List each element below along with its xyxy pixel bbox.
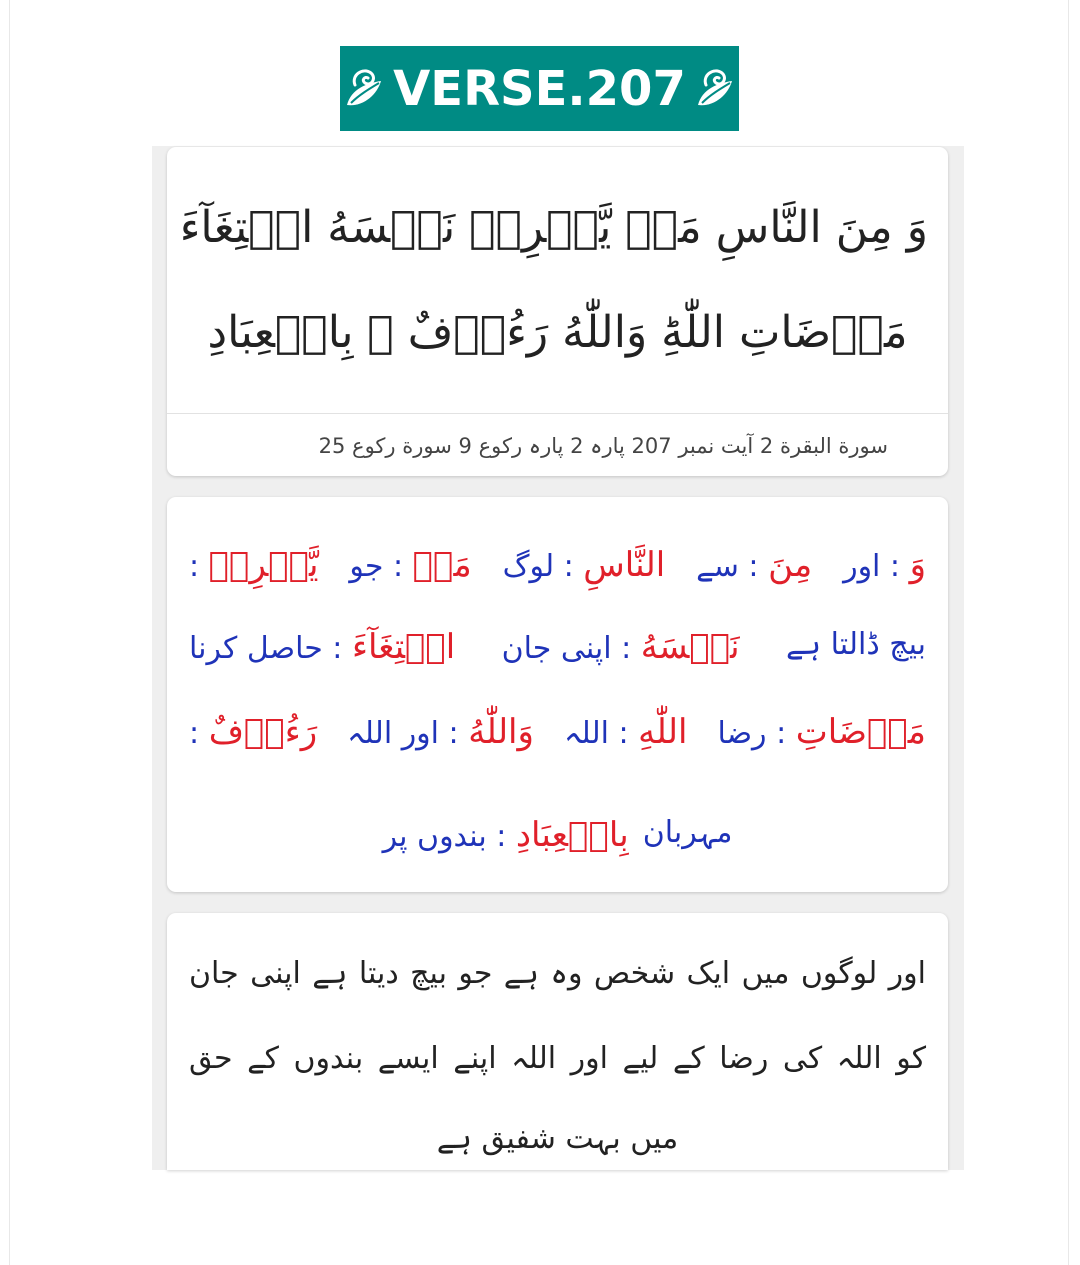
translation-line-3: میں بہت شفیق ہے bbox=[436, 1121, 679, 1156]
frame-left-border bbox=[9, 0, 10, 1265]
word-meaning-line-3 bbox=[189, 712, 926, 752]
arabic-word: بِالۡعِبَادِ bbox=[515, 815, 629, 855]
word-meaning-line-1 bbox=[189, 545, 926, 585]
leaf-swirl-icon bbox=[341, 59, 387, 119]
urdu-meaning: : bbox=[189, 549, 200, 584]
word-meaning-line-2 bbox=[189, 627, 926, 667]
word-pair bbox=[717, 712, 926, 752]
urdu-meaning: مہربان bbox=[642, 815, 733, 850]
urdu-meaning: : بندوں پر bbox=[382, 819, 507, 854]
arabic-word: رَءُوۡفٌ bbox=[208, 712, 318, 752]
verse-badge bbox=[340, 46, 739, 131]
word-pair bbox=[503, 545, 666, 585]
urdu-meaning: : اللہ bbox=[563, 716, 629, 751]
word-pair bbox=[189, 627, 455, 667]
urdu-meaning: : سے bbox=[696, 549, 759, 584]
word-pair bbox=[786, 627, 926, 667]
word-pair bbox=[347, 712, 534, 752]
urdu-meaning: : اور اللہ bbox=[347, 716, 459, 751]
urdu-meaning: بیچ ڈالتا ہے bbox=[785, 627, 926, 662]
translation-line-2: کو اللہ کی رضا کے لیے اور اللہ اپنے ایسے بندوں کے حق bbox=[189, 1041, 926, 1076]
word-pair bbox=[349, 545, 471, 585]
verse-arabic-line-1: وَ مِنَ النَّاسِ مَنۡ يَّشۡرِىۡ نَفۡسَهُ ابۡتِغَآءَ bbox=[179, 202, 928, 253]
verse-badge-title: VERSE.207 bbox=[393, 60, 686, 117]
urdu-meaning: : حاصل کرنا bbox=[189, 631, 343, 666]
urdu-meaning: : اور bbox=[843, 549, 901, 584]
word-pair bbox=[696, 545, 812, 585]
urdu-meaning: : اپنی جان bbox=[501, 631, 632, 666]
arabic-word: النَّاسِ bbox=[583, 545, 666, 585]
word-pair bbox=[383, 815, 629, 855]
arabic-word: مِنَ bbox=[768, 545, 813, 585]
arabic-word: مَنۡ bbox=[412, 545, 472, 585]
frame-right-border bbox=[1068, 0, 1069, 1265]
word-meaning-line-4 bbox=[189, 815, 926, 855]
word-pair bbox=[502, 627, 740, 667]
arabic-word: ابۡتِغَآءَ bbox=[351, 627, 456, 667]
word-pair bbox=[189, 712, 317, 752]
word-pair bbox=[564, 712, 687, 752]
verse-arabic-line-2: مَرۡضَاتِ اللّٰهِ‌ؕ وَاللّٰهُ رَءُوۡفٌ ۢ بِالۡعِبَادِ bbox=[207, 307, 908, 358]
arabic-word: يَّشۡرِيۡ bbox=[208, 545, 319, 585]
word-meanings-card bbox=[167, 497, 948, 892]
word-pair bbox=[843, 545, 926, 585]
arabic-word: نَفۡسَهُ bbox=[640, 627, 740, 667]
verse-card bbox=[167, 147, 948, 476]
translation-line-1: اور لوگوں میں ایک شخص وہ ہے جو بیچ دیتا ہے اپنی جان bbox=[189, 956, 926, 991]
verse-reference: سورة البقرة 2 آیت نمبر 207 پارہ 2 پارہ رکوع 9 سورة رکوع 25 bbox=[318, 434, 888, 458]
arabic-word: وَاللّٰهُ bbox=[468, 712, 534, 752]
arabic-word: وَ bbox=[909, 545, 926, 585]
word-pair bbox=[643, 815, 733, 855]
arabic-word: اللّٰهِ bbox=[638, 712, 688, 752]
urdu-meaning: : لوگ bbox=[502, 549, 574, 584]
urdu-meaning: : جو bbox=[349, 549, 404, 584]
word-pair bbox=[189, 545, 319, 585]
translation-card bbox=[167, 913, 948, 1170]
urdu-meaning: : رضا bbox=[717, 716, 787, 751]
leaf-swirl-icon bbox=[692, 59, 738, 119]
arabic-word: مَرۡضَاتِ bbox=[795, 712, 926, 752]
card-divider bbox=[167, 413, 948, 414]
urdu-meaning: : bbox=[189, 716, 200, 751]
